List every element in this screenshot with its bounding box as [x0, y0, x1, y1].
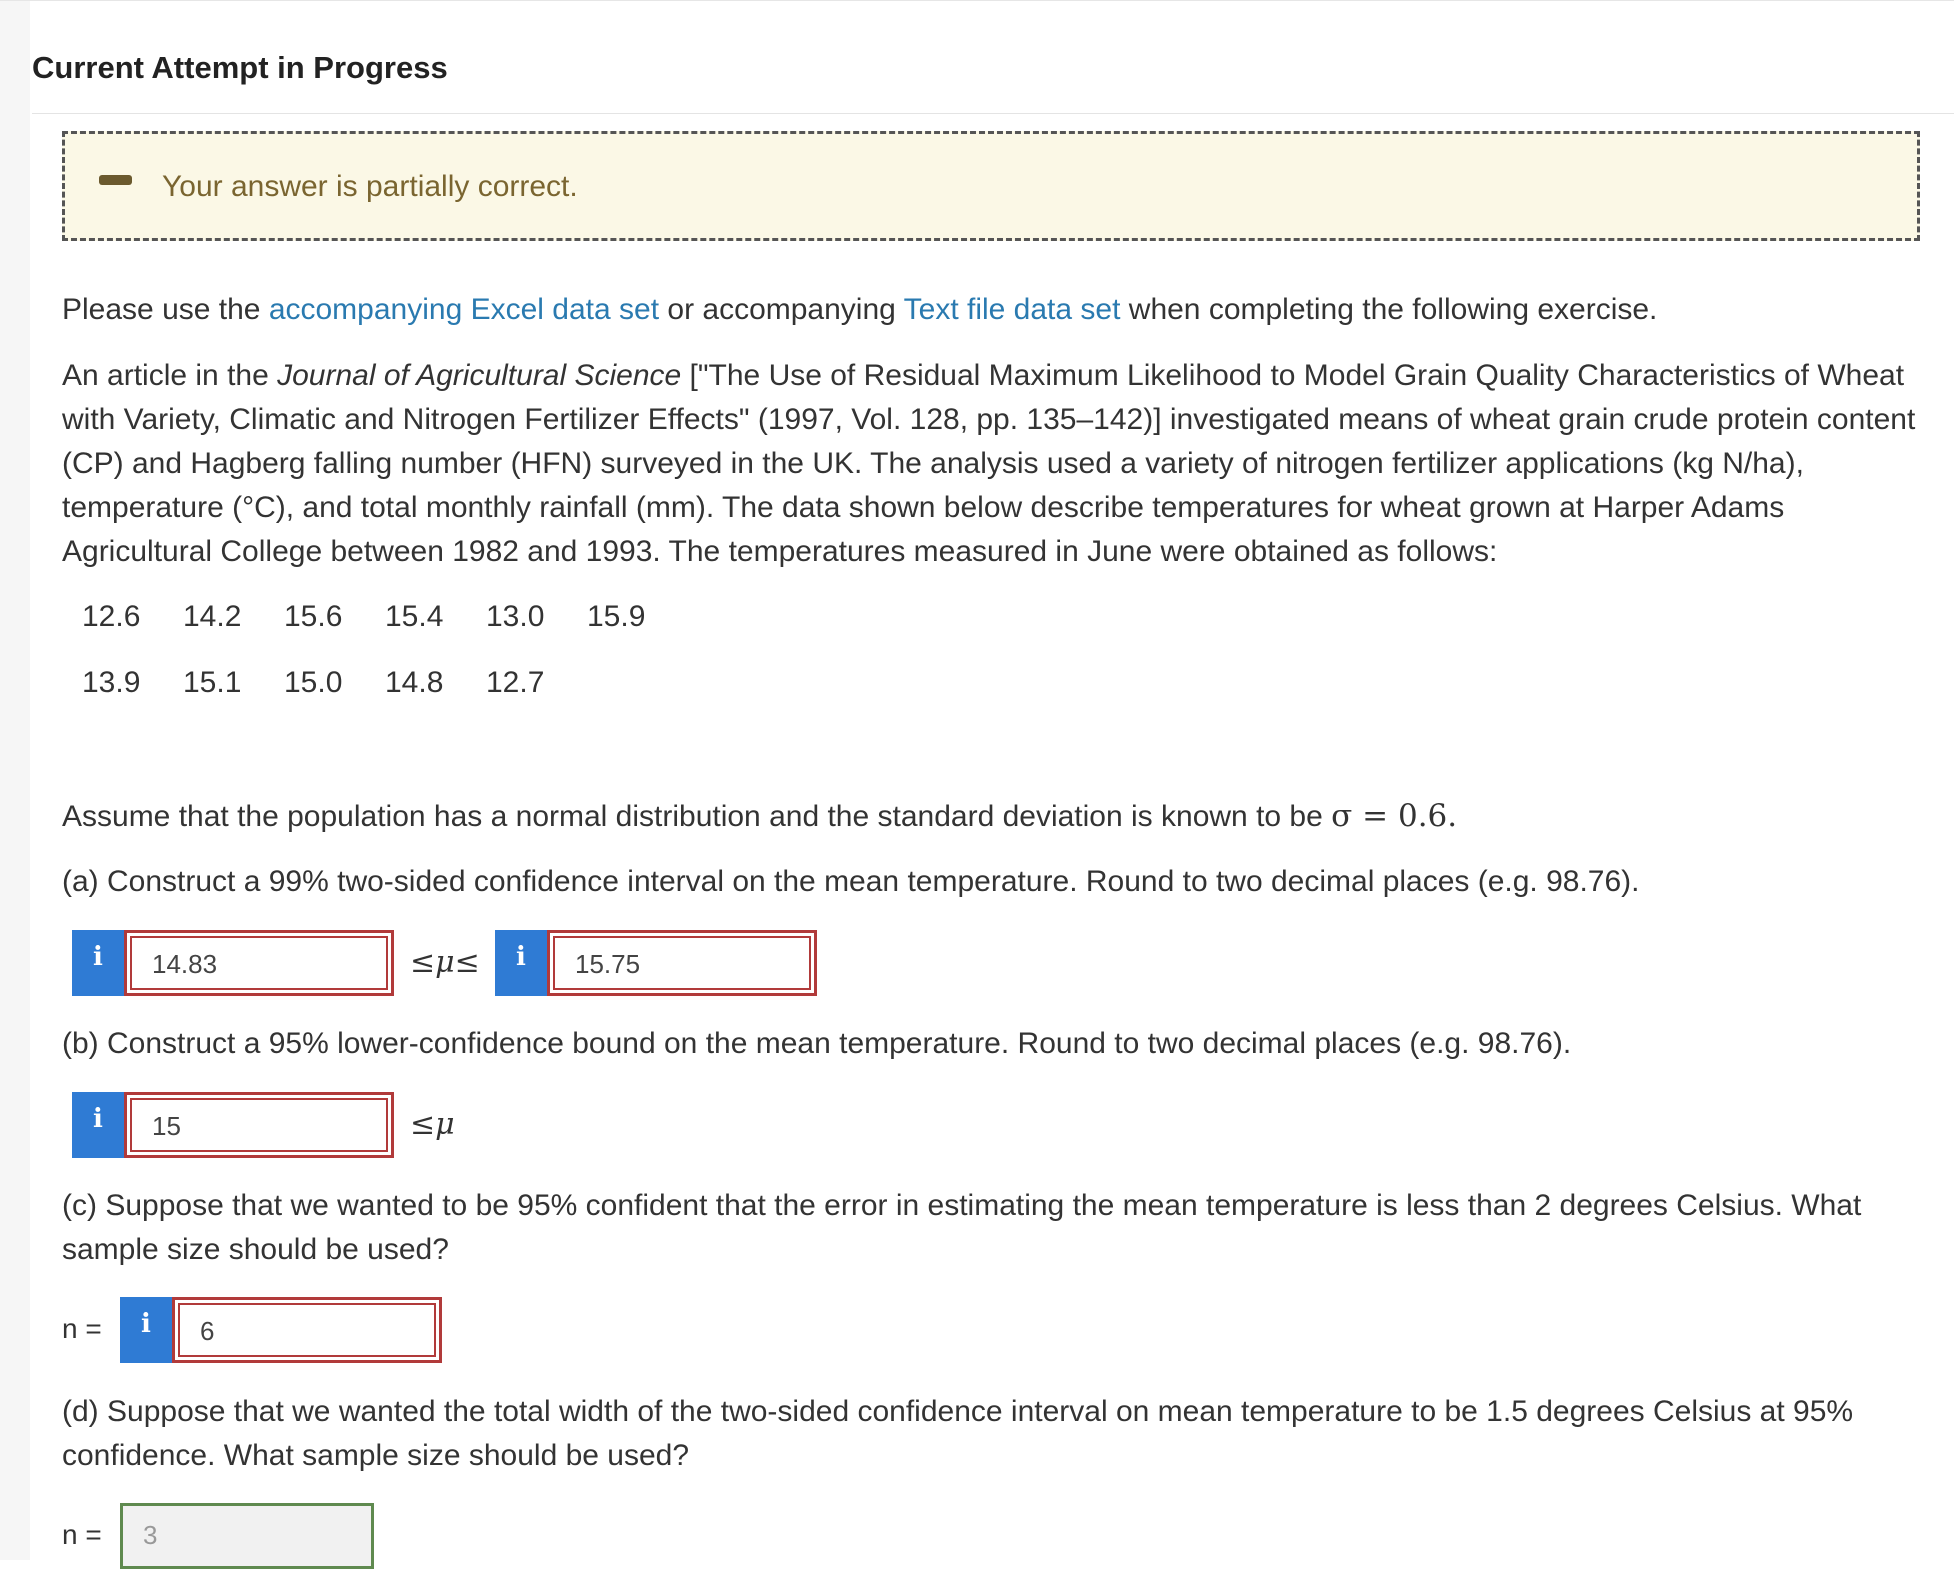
part-d-question: (d) Suppose that we wanted the total width of the two-sided confidence interval on mean temperature to be 1.5 degrees Celsius at 95% confidence. What sample size should be used? [62, 1395, 1854, 1472]
part-c-input[interactable] [172, 1297, 442, 1363]
part-d-value[interactable]: 3 [143, 1520, 158, 1550]
part-a-upper-value[interactable]: 15.75 [553, 936, 811, 990]
part-d-n-label: n = [62, 1519, 102, 1550]
part-a-lower-value[interactable]: 14.83 [130, 936, 388, 990]
data-value: 12.6 [82, 600, 141, 633]
header-divider [32, 113, 1954, 114]
part-c-value[interactable]: 6 [178, 1303, 436, 1357]
part-b-value[interactable]: 15 [130, 1098, 388, 1152]
article-text: ["The Use of Residual Maximum Likelihood to Model Grain Quality Characteristics of Wheat with Variety, Climatic and Nitrogen Fertilizer Effects" (1997, Vol. 128, pp. 135–142)] investigated means of wheat grain crude protein content (CP) and Hagberg falling number (HFN) surveyed in the UK. The analysis used a variety of nitrogen fertilizer applications (kg N/ha), temperature (°C), and total monthly rainfall (mm). The data shown below describe temperatures for wheat grown at Harper Adams Agricultural College between 1982 and 1993. The temperatures measured in June were obtained as follows: [62, 359, 1916, 568]
intro-text: or accompanying [659, 293, 904, 326]
part-b-input[interactable] [124, 1092, 394, 1158]
assumption-sentence: Assume that the population has a normal distribution and the standard deviation is known to be [62, 800, 1332, 833]
part-d-input[interactable] [120, 1503, 374, 1569]
data-value: 15.9 [587, 600, 646, 633]
text-file-data-link[interactable]: Text file data set [903, 293, 1121, 326]
part-a-upper-info-button[interactable]: i [495, 930, 547, 996]
data-value: 13.0 [486, 600, 545, 633]
data-value: 15.6 [284, 600, 343, 633]
data-value: 15.0 [284, 666, 343, 699]
sigma-equation: σ = 0.6. [1331, 798, 1458, 834]
part-c-info-button[interactable]: i [120, 1297, 172, 1363]
data-row-1 [82, 600, 688, 634]
data-value: 14.2 [183, 600, 242, 633]
article-paragraph [62, 354, 1922, 574]
data-value: 15.1 [183, 666, 242, 699]
data-value: 14.8 [385, 666, 444, 699]
part-a-lower-info-button[interactable]: i [72, 930, 124, 996]
feedback-message: Your answer is partially correct. [162, 170, 578, 203]
excel-data-link[interactable]: accompanying Excel data set [268, 293, 660, 326]
mu-inequality: ≤μ≤ [410, 945, 480, 980]
part-b-info-button[interactable]: i [72, 1092, 124, 1158]
part-a-upper-input[interactable] [547, 930, 817, 996]
part-a-question: (a) Construct a 99% two-sided confidence interval on the mean temperature. Round to two decimal places (e.g. 98.76). [62, 865, 1640, 898]
intro-text: when completing the following exercise. [1120, 293, 1658, 326]
part-c-n-label: n = [62, 1313, 102, 1344]
intro-text: Please use the [62, 293, 269, 326]
top-divider [0, 0, 1954, 1]
left-gutter [0, 0, 30, 1560]
assumption-text [62, 794, 1457, 839]
intro-paragraph [62, 288, 1657, 332]
article-text: An article in the [62, 359, 278, 392]
part-c-question: (c) Suppose that we wanted to be 95% confident that the error in estimating the mean temperature is less than 2 degrees Celsius. What sample size should be used? [62, 1189, 1862, 1266]
journal-title: Journal of Agricultural Science [277, 359, 682, 392]
part-a-lower-input[interactable] [124, 930, 394, 996]
data-value: 12.7 [486, 666, 545, 699]
partial-correct-icon [99, 175, 132, 185]
mu-lower-bound-symbol: ≤μ [410, 1107, 455, 1142]
data-value: 15.4 [385, 600, 444, 633]
data-value: 13.9 [82, 666, 141, 699]
part-b-question: (b) Construct a 95% lower-confidence bound on the mean temperature. Round to two decimal places (e.g. 98.76). [62, 1027, 1572, 1060]
page-title: Current Attempt in Progress [32, 50, 448, 85]
data-row-2 [82, 666, 587, 700]
feedback-banner [62, 131, 1920, 241]
